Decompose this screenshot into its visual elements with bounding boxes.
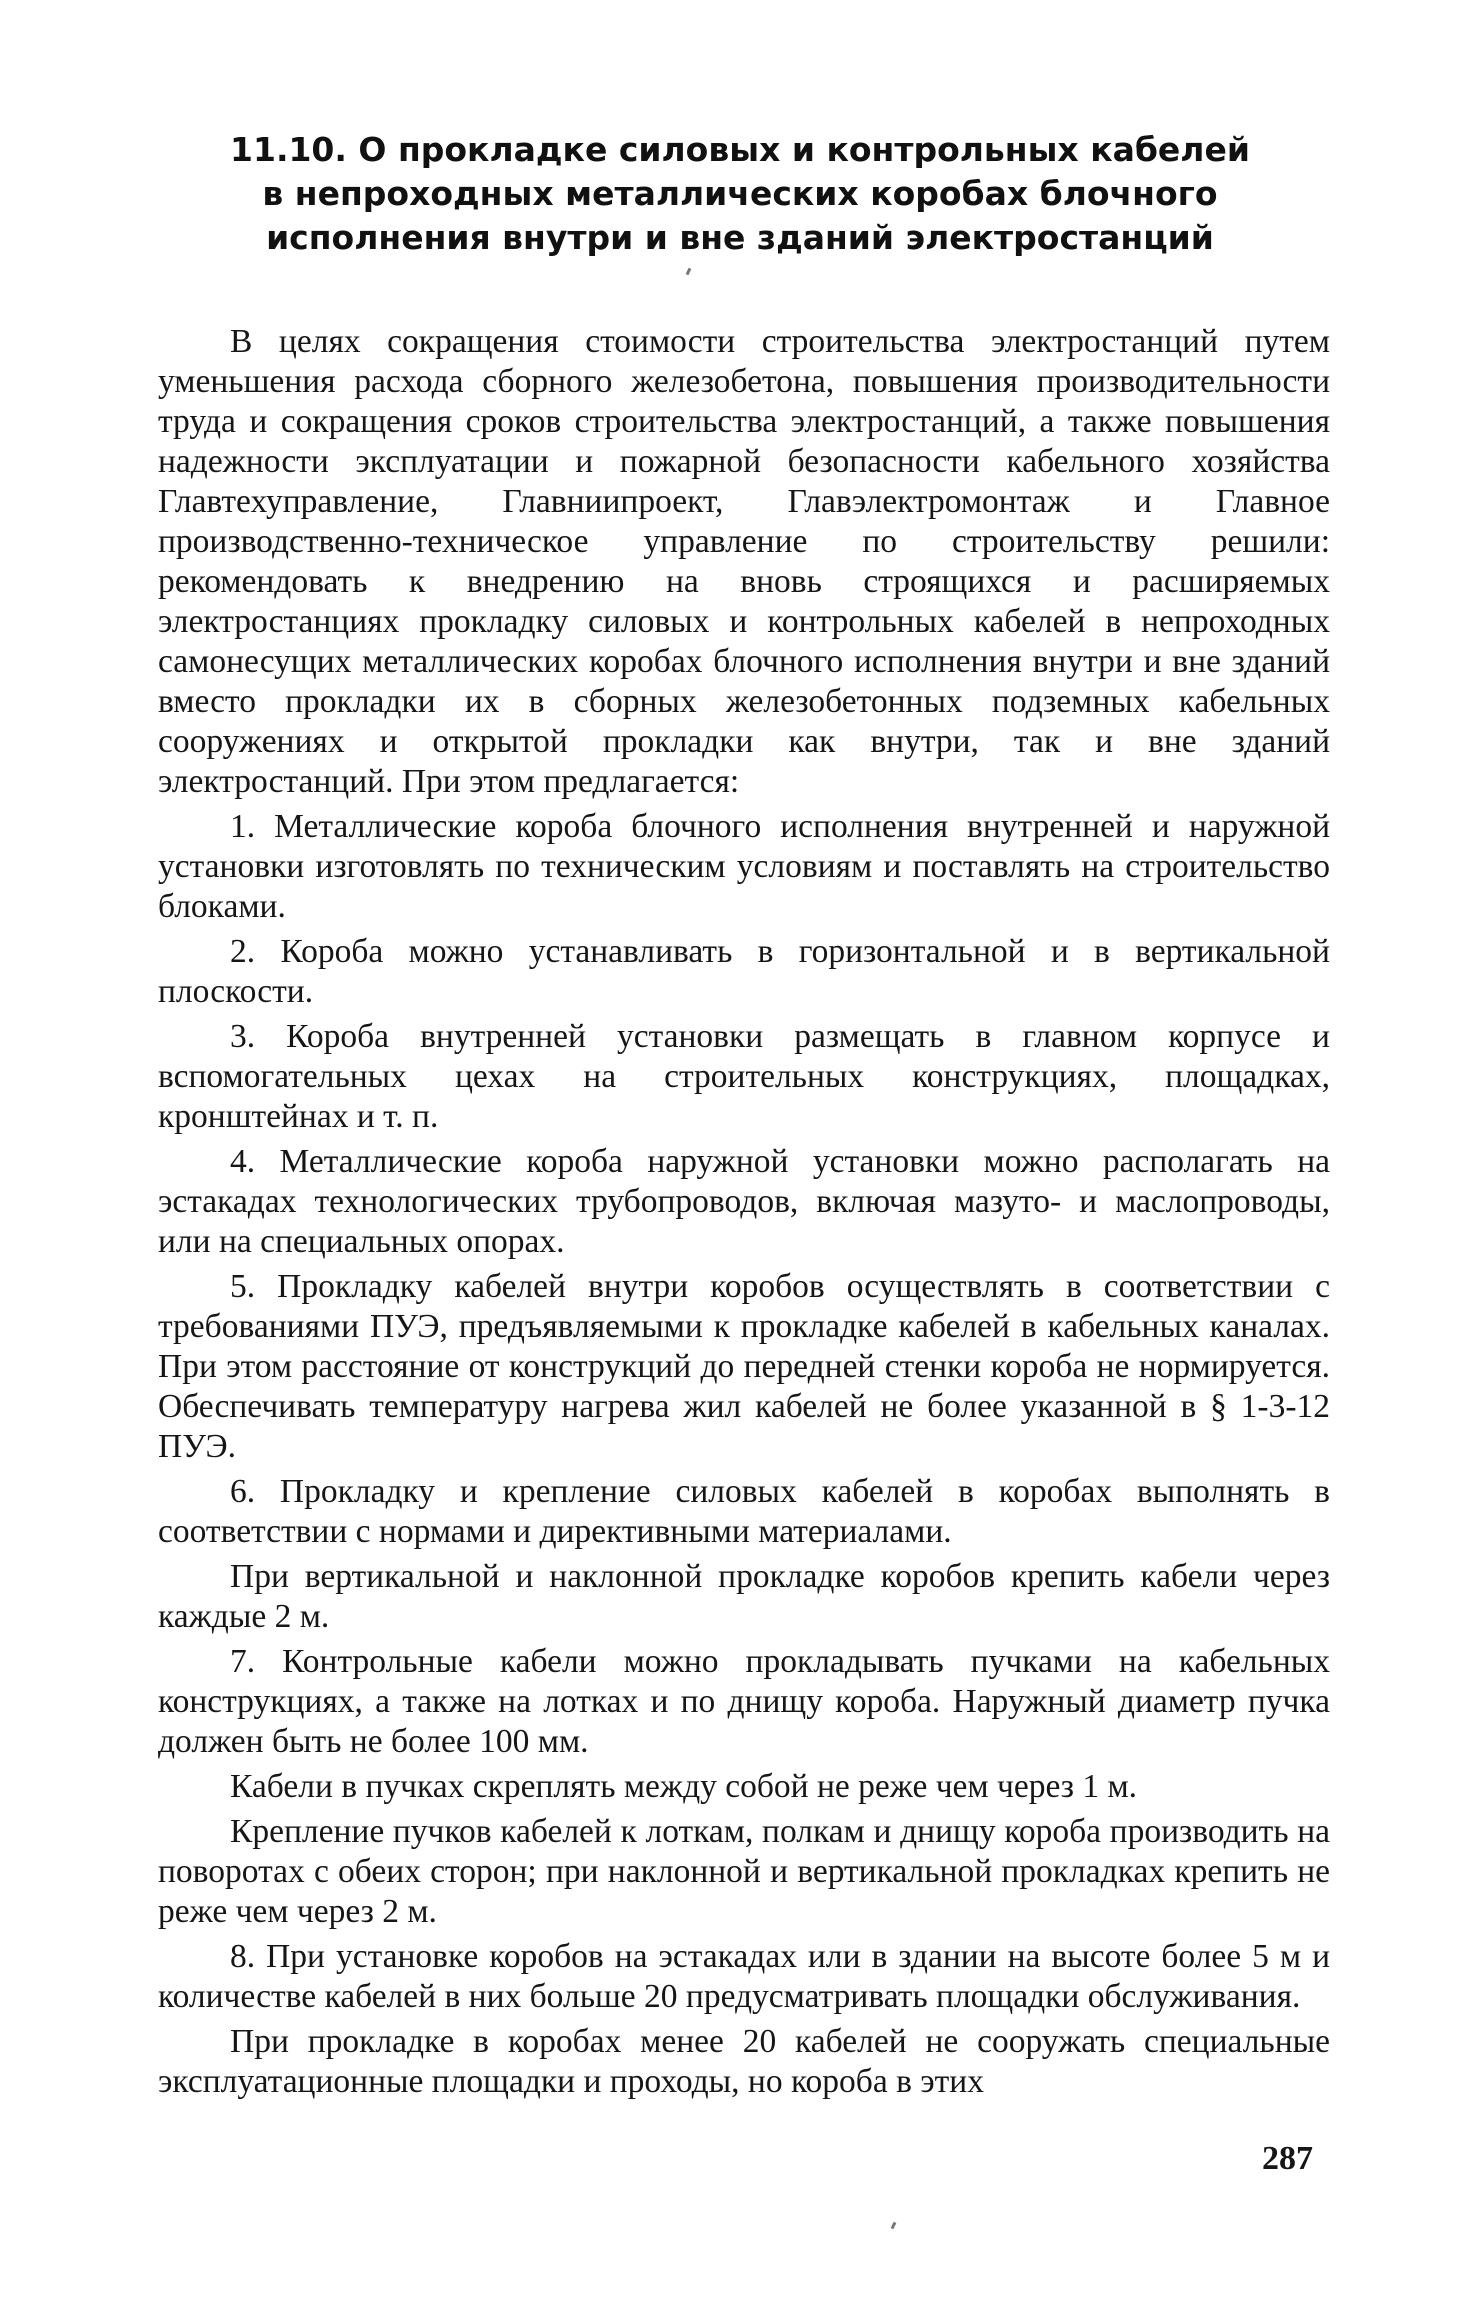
paragraph-intro: В целях сокращения стоимости строительства электростанций путем уменьшения расхода сборного железобетона, повышения производительности труда и сокращения сроков строительства электростанций, а также повышения надежности эксплуатации и пожарной безопасности кабельного хозяйства Главтехуправление, Главниипроект, Главэлектромонтаж и Главное производственно-техническое управление по строительству решили: рекомендовать к внедрению на вновь строящихся и расширяемых электростанциях прокладку силовых и контрольных кабелей в непроходных самонесущих металлических коробах блочного исполнения внутри и вне зданий вместо прокладки их в сборных железобетонных подземных кабельных сооружениях и открытой прокладки как внутри, так и вне зданий электростанций. При этом предлагается: xyxy=(158,323,1330,800)
page-number: 287 xyxy=(1262,2140,1313,2177)
paragraph-item-8-note: При прокладке в коробах менее 20 кабелей не сооружать специальные эксплуатационные площадки и проходы, но короба в этих xyxy=(158,2023,1330,2100)
paragraph-item-3: 3. Короба внутренней установки размещать в главном корпусе и вспомогательных цехах на строительных конструкциях, площадках, кронштейнах и т. п. xyxy=(158,1018,1330,1135)
paragraph-item-7-note-b: Крепление пучков кабелей к лоткам, полкам и днищу короба производить на поворотах с обеих сторон; при наклонной и вертикальной прокладках крепить не реже чем через 2 м. xyxy=(158,1813,1330,1930)
paragraph-item-8: 8. При установке коробов на эстакадах или в здании на высоте более 5 м и количестве кабелей в них больше 20 предусматривать площадки обслуживания. xyxy=(158,1938,1330,2015)
body-text xyxy=(158,322,1330,2107)
paragraph-item-5: 5. Прокладку кабелей внутри коробов осуществлять в соответствии с требованиями ПУЭ, предъявляемыми к прокладке кабелей в кабельных каналах. При этом расстояние от конструкций до передней стенки короба не нормируется. Обеспечивать температуру нагрева жил кабелей не более указанной в § 1-3-12 ПУЭ. xyxy=(158,1268,1330,1465)
paragraph-item-7: 7. Контрольные кабели можно прокладывать пучками на кабельных конструкциях, а также на лотках и по днищу короба. Наружный диаметр пучка должен быть не более 100 мм. xyxy=(158,1643,1330,1760)
paragraph-item-2: 2. Короба можно устанавливать в горизонтальной и в вертикальной плоскости. xyxy=(158,933,1330,1010)
paragraph-item-4: 4. Металлические короба наружной установки можно располагать на эстакадах технологических трубопроводов, включая мазуто- и маслопроводы, или на специальных опорах. xyxy=(158,1143,1330,1260)
heading-line-1: 11.10. О прокладке силовых и контрольных кабелей xyxy=(230,130,1250,169)
section-heading xyxy=(160,128,1320,260)
paragraph-item-6: 6. Прокладку и крепление силовых кабелей в коробах выполнять в соответствии с нормами и директивными материалами. xyxy=(158,1473,1330,1550)
heading-line-2: в непроходных металлических коробах блочного xyxy=(262,174,1218,213)
heading-line-3: исполнения внутри и вне зданий электростанций xyxy=(266,218,1214,257)
print-speck xyxy=(686,268,692,276)
paragraph-item-7-note-a: Кабели в пучках скреплять между собой не реже чем через 1 м. xyxy=(230,1768,1138,1805)
paragraph-item-6-note: При вертикальной и наклонной прокладке коробов крепить кабели через каждые 2 м. xyxy=(158,1558,1330,1635)
print-speck xyxy=(891,2222,897,2230)
paragraph-item-1: 1. Металлические короба блочного исполнения внутренней и наружной установки изготовлять по техническим условиям и поставлять на строительство блоками. xyxy=(158,808,1330,925)
